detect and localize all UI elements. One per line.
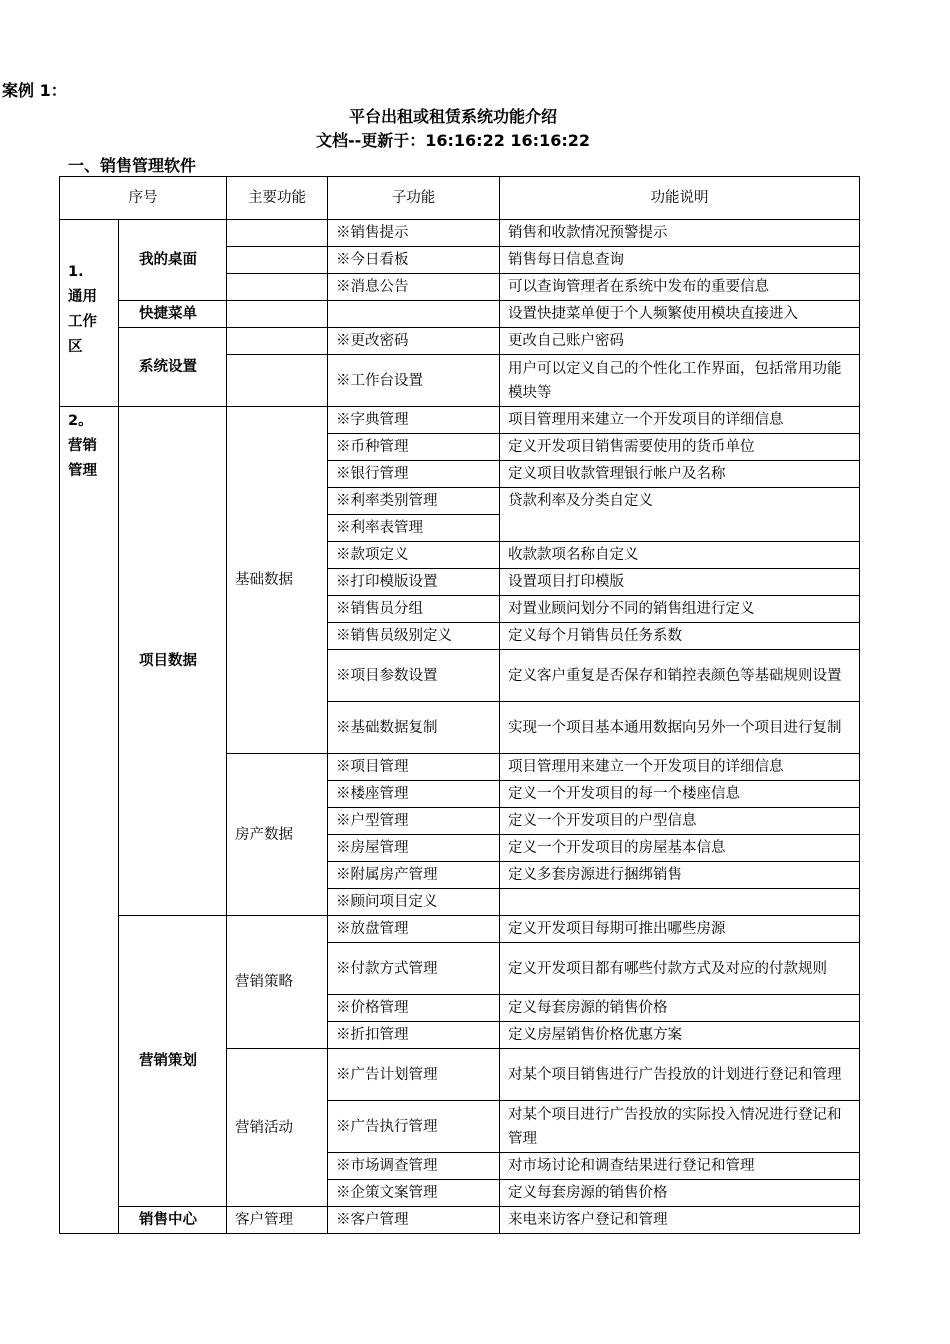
sales-center-label: 销售中心 <box>119 1207 227 1234</box>
marketing-plan-label: 营销策划 <box>119 916 227 1207</box>
description: 定义每套房源的销售价格 <box>500 995 860 1022</box>
description: 项目管理用来建立一个开发项目的详细信息 <box>500 407 860 434</box>
description: 销售和收款情况预警提示 <box>500 220 860 247</box>
sub-function: ※今日看板 <box>328 247 500 274</box>
sub-function: ※户型管理 <box>328 808 500 835</box>
empty-cell <box>227 301 328 328</box>
empty-cell <box>227 274 328 301</box>
my-desktop-label: 我的桌面 <box>119 220 227 301</box>
description: 更改自己账户密码 <box>500 328 860 355</box>
customer-mgmt-label: 客户管理 <box>227 1207 328 1234</box>
section-heading: 一、销售管理软件 <box>68 156 197 175</box>
description: 定义客户重复是否保存和销控表颜色等基础规则设置 <box>500 650 860 702</box>
sub-function: ※销售员级别定义 <box>328 623 500 650</box>
sub-function: ※利率类别管理 <box>328 488 500 515</box>
sub-function: ※楼座管理 <box>328 781 500 808</box>
header-index: 序号 <box>60 177 227 220</box>
table-row <box>60 1207 860 1234</box>
description: 定义开发项目销售需要使用的货币单位 <box>500 434 860 461</box>
empty-cell <box>227 220 328 247</box>
description: 来电来访客户登记和管理 <box>500 1207 860 1234</box>
sub-function: ※销售员分组 <box>328 596 500 623</box>
sub-function: ※价格管理 <box>328 995 500 1022</box>
sub-function <box>328 301 500 328</box>
sub-function: ※币种管理 <box>328 434 500 461</box>
empty-cell <box>227 328 328 355</box>
header-main-function: 主要功能 <box>227 177 328 220</box>
header-description: 功能说明 <box>500 177 860 220</box>
system-settings-label: 系统设置 <box>119 328 227 407</box>
sub-function: ※利率表管理 <box>328 515 500 542</box>
marketing-strategy-label: 营销策略 <box>227 916 328 1049</box>
description: 对某个项目进行广告投放的实际投入情况进行登记和管理 <box>500 1101 860 1153</box>
sub-function: ※广告执行管理 <box>328 1101 500 1153</box>
sub-function: ※放盘管理 <box>328 916 500 943</box>
description: 定义一个开发项目的每一个楼座信息 <box>500 781 860 808</box>
description: 贷款利率及分类自定义 <box>500 488 860 542</box>
group-label-general-workspace: 1. 通用 工作 区 <box>60 220 119 407</box>
description: 定义多套房源进行捆绑销售 <box>500 862 860 889</box>
description: 对某个项目销售进行广告投放的计划进行登记和管理 <box>500 1049 860 1101</box>
description: 项目管理用来建立一个开发项目的详细信息 <box>500 754 860 781</box>
sub-function: ※市场调查管理 <box>328 1153 500 1180</box>
description: 设置项目打印模版 <box>500 569 860 596</box>
empty-cell <box>227 355 328 407</box>
description: 定义每套房源的销售价格 <box>500 1180 860 1207</box>
description: 定义开发项目每期可推出哪些房源 <box>500 916 860 943</box>
description <box>500 889 860 916</box>
sub-function: ※银行管理 <box>328 461 500 488</box>
sub-function: ※折扣管理 <box>328 1022 500 1049</box>
description: 定义项目收款管理银行帐户及名称 <box>500 461 860 488</box>
description: 可以查询管理者在系统中发布的重要信息 <box>500 274 860 301</box>
marketing-activity-label: 营销活动 <box>227 1049 328 1207</box>
description: 定义一个开发项目的房屋基本信息 <box>500 835 860 862</box>
quick-menu-label: 快捷菜单 <box>119 301 227 328</box>
document-subtitle: 文档--更新于：16:16:22 16:16:22 <box>315 131 591 150</box>
sub-function: ※销售提示 <box>328 220 500 247</box>
sub-function: ※工作台设置 <box>328 355 500 407</box>
description: 对置业顾问划分不同的销售组进行定义 <box>500 596 860 623</box>
description: 定义一个开发项目的户型信息 <box>500 808 860 835</box>
property-data-label: 房产数据 <box>227 754 328 916</box>
table-row <box>60 407 860 434</box>
group-label-marketing-management: 2。 营销 管理 <box>60 407 119 1234</box>
table-row <box>60 301 860 328</box>
description: 定义每个月销售员任务系数 <box>500 623 860 650</box>
basic-data-label: 基础数据 <box>227 407 328 754</box>
empty-cell <box>227 247 328 274</box>
description: 用户可以定义自己的个性化工作界面，包括常用功能模块等 <box>500 355 860 407</box>
description: 对市场讨论和调查结果进行登记和管理 <box>500 1153 860 1180</box>
sub-function: ※顾问项目定义 <box>328 889 500 916</box>
sub-function: ※广告计划管理 <box>328 1049 500 1101</box>
description: 销售每日信息查询 <box>500 247 860 274</box>
function-table <box>59 176 860 1234</box>
description: 实现一个项目基本通用数据向另外一个项目进行复制 <box>500 702 860 754</box>
description: 设置快捷菜单便于个人频繁使用模块直接进入 <box>500 301 860 328</box>
description: 收款款项名称自定义 <box>500 542 860 569</box>
case-label: 案例 1： <box>2 81 67 100</box>
sub-function: ※附属房产管理 <box>328 862 500 889</box>
sub-function: ※项目管理 <box>328 754 500 781</box>
table-row <box>60 916 860 943</box>
sub-function: ※项目参数设置 <box>328 650 500 702</box>
document-title: 平台出租或租赁系统功能介绍 <box>348 107 557 126</box>
sub-function: ※款项定义 <box>328 542 500 569</box>
sub-function: ※更改密码 <box>328 328 500 355</box>
table-header-row <box>60 177 860 220</box>
sub-function: ※字典管理 <box>328 407 500 434</box>
description: 定义开发项目都有哪些付款方式及对应的付款规则 <box>500 943 860 995</box>
table-row <box>60 328 860 355</box>
table-row <box>60 220 860 247</box>
sub-function: ※客户管理 <box>328 1207 500 1234</box>
sub-function: ※房屋管理 <box>328 835 500 862</box>
sub-function: ※基础数据复制 <box>328 702 500 754</box>
project-data-label: 项目数据 <box>119 407 227 916</box>
sub-function: ※付款方式管理 <box>328 943 500 995</box>
sub-function: ※打印模版设置 <box>328 569 500 596</box>
sub-function: ※企策文案管理 <box>328 1180 500 1207</box>
sub-function: ※消息公告 <box>328 274 500 301</box>
description: 定义房屋销售价格优惠方案 <box>500 1022 860 1049</box>
header-sub-function: 子功能 <box>328 177 500 220</box>
